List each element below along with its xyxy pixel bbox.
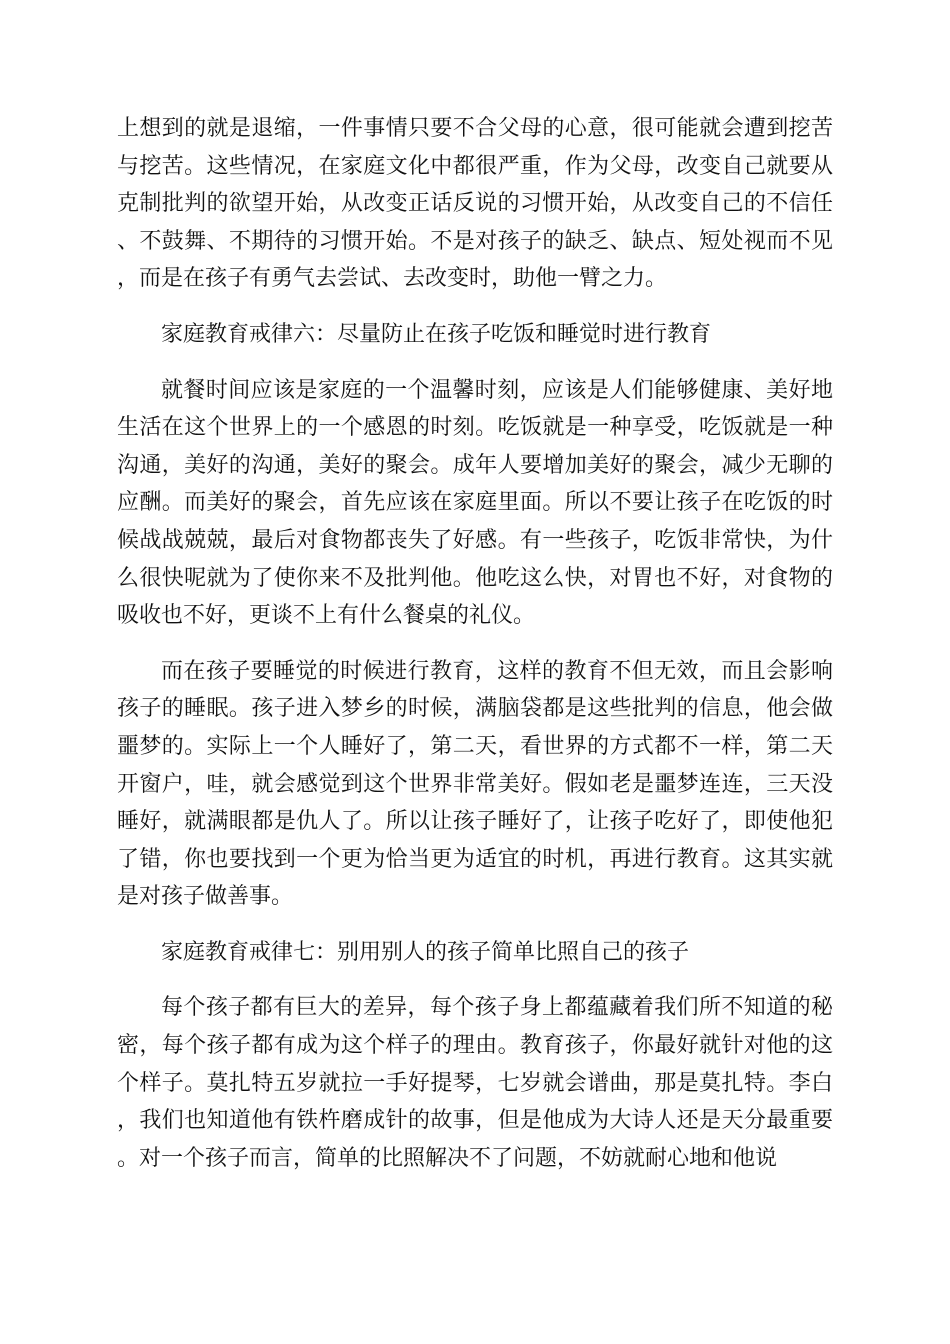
section-heading-rule-seven: 家庭教育戒律七：别用别人的孩子简单比照自己的孩子 (161, 939, 690, 965)
section-heading-rule-six: 家庭教育戒律六：尽量防止在孩子吃饭和睡觉时进行教育 (161, 321, 712, 347)
paragraph-continuation: 上想到的就是退缩，一件事情只要不合父母的心意，很可能就会遭到挖苦与挖苦。这些情况，在家庭文化中都很严重，作为父母，改变自己就要从克制批判的欲望开始，从改变正话反说的习惯开始，从改变自己的不信任、不鼓舞、不期待的习惯开始。不是对孩子的缺乏、缺点、短处视而不见，而是在孩子有勇气去尝试、去改变时，助他一臂之力。 (117, 116, 833, 292)
paragraph-mealtime: 就餐时间应该是家庭的一个温馨时刻，应该是人们能够健康、美好地生活在这个世界上的一个感恩的时刻。吃饭就是一种享受，吃饭就是一种沟通，美好的沟通，美好的聚会。成年人要增加美好的聚会，减少无聊的应酬。而美好的聚会，首先应该在家庭里面。所以不要让孩子在吃饭的时候战战兢兢，最后对食物都丧失了好感。有一些孩子，吃饭非常快，为什么很快呢就为了使你来不及批判他。他吃这么快，对胃也不好，对食物的吸收也不好，更谈不上有什么餐桌的礼仪。 (117, 377, 833, 629)
paragraph-comparison: 每个孩子都有巨大的差异，每个孩子身上都蕴藏着我们所不知道的秘密，每个孩子都有成为这个样子的理由。教育孩子，你最好就针对他的这个样子。莫扎特五岁就拉一手好提琴，七岁就会谱曲，那是莫扎特。李白，我们也知道他有铁杵磨成针的故事，但是他成为大诗人还是天分最重要。对一个孩子而言，简单的比照解决不了问题，不妨就耐心地和他说 (117, 995, 833, 1171)
paragraph-bedtime: 而在孩子要睡觉的时候进行教育，这样的教育不但无效，而且会影响孩子的睡眠。孩子进入梦乡的时候，满脑袋都是这些批判的信息，他会做噩梦的。实际上一个人睡好了，第二天，看世界的方式都不一样，第二天开窗户，哇，就会感觉到这个世界非常美好。假如老是噩梦连连，三天没睡好，就满眼都是仇人了。所以让孩子睡好了，让孩子吃好了，即使他犯了错，你也要找到一个更为恰当更为适宜的时机，再进行教育。这其实就是对孩子做善事。 (117, 658, 833, 910)
document-body (117, 110, 833, 1177)
